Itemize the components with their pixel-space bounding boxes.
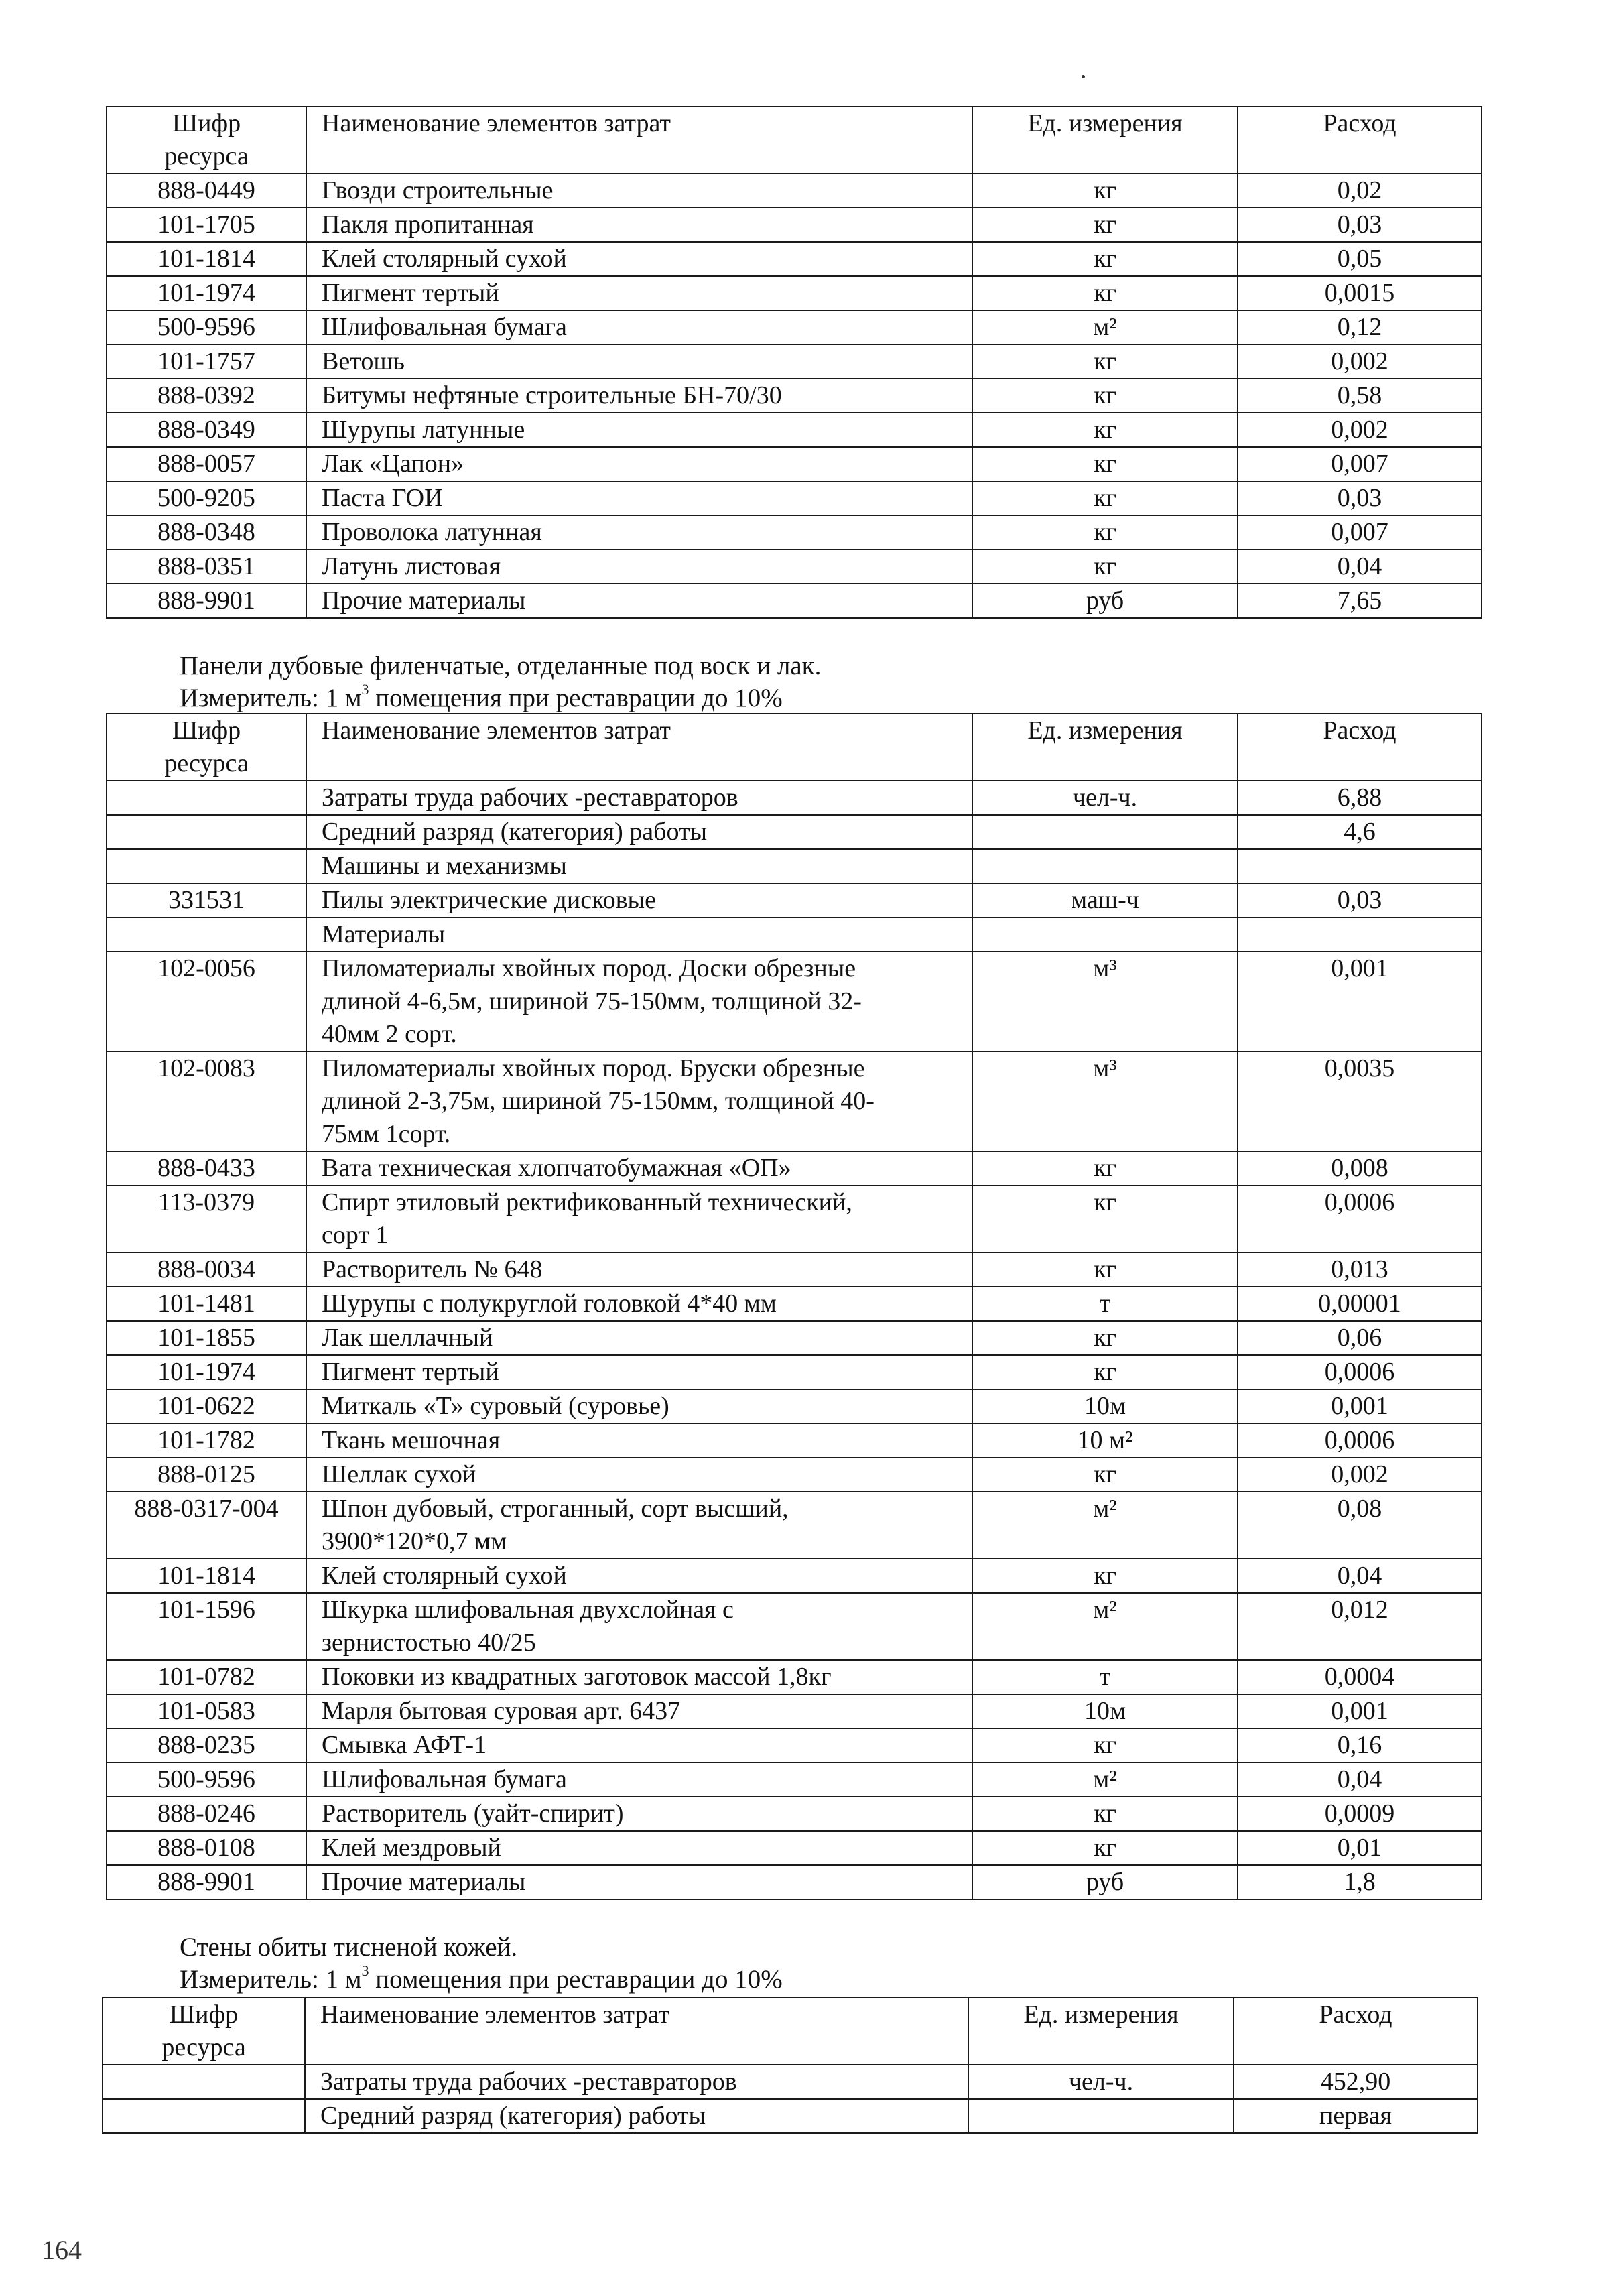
cell-code: 888-0034	[107, 1253, 306, 1287]
section-title-text: Панели дубовые филенчатые, отделанные под воск и лак.	[180, 651, 822, 680]
cell-qty: 0,0035	[1238, 1051, 1482, 1151]
cell-qty: 0,002	[1238, 1458, 1482, 1492]
column-header-qty: Расход	[1238, 107, 1482, 174]
cell-code: 888-0108	[107, 1831, 306, 1865]
measure-prefix: Измеритель: 1 м	[180, 1965, 362, 1994]
table-row	[107, 174, 1482, 208]
cell-unit: кг	[972, 481, 1238, 515]
cell-code: 101-1757	[107, 344, 306, 379]
cell-name: Шпон дубовый, строганный, сорт высший, 3900*120*0,7 мм	[306, 1492, 972, 1559]
cell-name: Клей столярный сухой	[306, 1559, 972, 1593]
measure-sup: 3	[361, 681, 369, 698]
table-row	[107, 481, 1482, 515]
measure-sup: 3	[361, 1962, 369, 1979]
cell-qty: 0,0006	[1238, 1186, 1482, 1253]
table-row	[107, 447, 1482, 481]
section-title-text: Стены обиты тисненой кожей.	[180, 1933, 518, 1962]
cell-code: 331531	[107, 883, 306, 917]
column-header-name: Наименование элементов затрат	[306, 107, 972, 174]
cell-qty: 0,001	[1238, 1694, 1482, 1728]
cell-name: Миткаль «Т» суровый (суровье)	[306, 1389, 972, 1423]
cell-qty: 0,013	[1238, 1253, 1482, 1287]
cell-name: Прочие материалы	[306, 584, 972, 618]
table-row	[107, 1253, 1482, 1287]
section-measure	[180, 1964, 783, 1996]
cell-code: 888-0057	[107, 447, 306, 481]
cell-qty: 0,0004	[1238, 1660, 1482, 1694]
cell-name: Пигмент тертый	[306, 276, 972, 310]
cell-name: Средний разряд (категория) работы	[306, 815, 972, 849]
cell-code: 888-0351	[107, 550, 306, 584]
cell-qty	[1238, 917, 1482, 952]
cell-name: Паста ГОИ	[306, 481, 972, 515]
cell-unit: кг	[972, 1355, 1238, 1389]
cell-unit	[972, 917, 1238, 952]
cell-code	[107, 917, 306, 952]
table-body	[107, 107, 1482, 618]
cell-unit: 10 м²	[972, 1423, 1238, 1458]
column-header-qty: Расход	[1238, 714, 1482, 781]
cell-code: 888-0125	[107, 1458, 306, 1492]
table-row	[107, 1694, 1482, 1728]
table-row	[107, 515, 1482, 550]
table-row	[107, 883, 1482, 917]
cell-unit: м²	[972, 310, 1238, 344]
cell-name: Шкурка шлифовальная двухслойная с зернистостью 40/25	[306, 1593, 972, 1660]
cell-code	[107, 781, 306, 815]
cell-qty: 0,04	[1238, 550, 1482, 584]
cell-name: Смывка АФТ-1	[306, 1728, 972, 1763]
cell-qty: 0,04	[1238, 1559, 1482, 1593]
cell-name: Пилы электрические дисковые	[306, 883, 972, 917]
cell-qty: 0,0009	[1238, 1797, 1482, 1831]
cell-name: Ветошь	[306, 344, 972, 379]
cell-name: Поковки из квадратных заготовок массой 1,8кг	[306, 1660, 972, 1694]
cell-qty: 0,03	[1238, 481, 1482, 515]
cell-qty: 0,04	[1238, 1763, 1482, 1797]
table-row	[107, 310, 1482, 344]
cell-name: Средний разряд (категория) работы	[305, 2099, 968, 2133]
cell-code: 101-1855	[107, 1321, 306, 1355]
cell-qty: 0,02	[1238, 174, 1482, 208]
cell-name: Марля бытовая суровая арт. 6437	[306, 1694, 972, 1728]
table-row	[107, 208, 1482, 242]
cell-code: 101-1705	[107, 208, 306, 242]
cell-unit: кг	[972, 1559, 1238, 1593]
cell-qty: 0,16	[1238, 1728, 1482, 1763]
cell-qty	[1238, 849, 1482, 883]
cell-qty: 0,008	[1238, 1151, 1482, 1186]
cell-name: Шлифовальная бумага	[306, 1763, 972, 1797]
cell-unit	[968, 2099, 1234, 2133]
cell-name: Клей мездровый	[306, 1831, 972, 1865]
cell-name: Ткань мешочная	[306, 1423, 972, 1458]
cell-qty: 7,65	[1238, 584, 1482, 618]
cell-unit: т	[972, 1660, 1238, 1694]
cell-unit	[972, 815, 1238, 849]
table-row	[107, 1458, 1482, 1492]
cell-code: 888-0392	[107, 379, 306, 413]
column-header-code: Шифр ресурса	[107, 107, 306, 174]
cell-unit: кг	[972, 1151, 1238, 1186]
cell-code: 101-0782	[107, 1660, 306, 1694]
measure-prefix: Измеритель: 1 м	[180, 684, 362, 712]
table-row	[103, 2065, 1478, 2099]
cell-code: 101-0583	[107, 1694, 306, 1728]
cell-code: 101-0622	[107, 1389, 306, 1423]
table-header-row	[103, 1998, 1478, 2065]
table-row	[107, 849, 1482, 883]
cell-name: Прочие материалы	[306, 1865, 972, 1899]
cell-code: 888-0246	[107, 1797, 306, 1831]
table-row	[107, 1151, 1482, 1186]
cell-code: 102-0056	[107, 952, 306, 1051]
cell-name: Шлифовальная бумага	[306, 310, 972, 344]
cell-unit: т	[972, 1287, 1238, 1321]
cell-unit: кг	[972, 242, 1238, 276]
cell-unit: кг	[972, 447, 1238, 481]
cell-unit: 10м	[972, 1389, 1238, 1423]
cell-name: Шурупы латунные	[306, 413, 972, 447]
cell-code: 101-1814	[107, 1559, 306, 1593]
column-header-code: Шифр ресурса	[103, 1998, 305, 2065]
section-title	[180, 1931, 517, 1964]
cell-unit: маш-ч	[972, 883, 1238, 917]
table-row	[107, 1051, 1482, 1151]
table-materials-3	[102, 1997, 1478, 2134]
cell-unit: м³	[972, 952, 1238, 1051]
cell-qty: 0,12	[1238, 310, 1482, 344]
table-row	[107, 1492, 1482, 1559]
cell-code: 500-9596	[107, 310, 306, 344]
table-row	[107, 1186, 1482, 1253]
column-header-name: Наименование элементов затрат	[306, 714, 972, 781]
table-row	[107, 584, 1482, 618]
cell-name: Спирт этиловый ректификованный технический, сорт 1	[306, 1186, 972, 1253]
table-materials-1	[106, 106, 1482, 619]
cell-qty: 0,007	[1238, 447, 1482, 481]
cell-qty: 0,002	[1238, 344, 1482, 379]
section-measure	[180, 682, 783, 714]
table-row	[107, 1355, 1482, 1389]
cell-name: Затраты труда рабочих -реставраторов	[305, 2065, 968, 2099]
table-row	[103, 2099, 1478, 2133]
cell-code	[103, 2065, 305, 2099]
table-row	[107, 379, 1482, 413]
section-title	[180, 650, 821, 682]
cell-qty: 0,03	[1238, 883, 1482, 917]
cell-name: Затраты труда рабочих -реставраторов	[306, 781, 972, 815]
cell-qty: 0,002	[1238, 413, 1482, 447]
cell-qty: 0,00001	[1238, 1287, 1482, 1321]
table-body	[107, 714, 1482, 1899]
cell-name: Пигмент тертый	[306, 1355, 972, 1389]
cell-name: Латунь листовая	[306, 550, 972, 584]
cell-qty: 1,8	[1238, 1865, 1482, 1899]
measure-suffix: помещения при реставрации до 10%	[369, 684, 783, 712]
table-row	[107, 1423, 1482, 1458]
cell-unit: кг	[972, 1728, 1238, 1763]
table-row	[107, 1389, 1482, 1423]
column-header-code: Шифр ресурса	[107, 714, 306, 781]
cell-unit: кг	[972, 1797, 1238, 1831]
cell-name: Материалы	[306, 917, 972, 952]
cell-code: 888-0449	[107, 174, 306, 208]
table-body	[103, 1998, 1478, 2133]
cell-code	[107, 849, 306, 883]
cell-name: Шеллак сухой	[306, 1458, 972, 1492]
cell-qty: 0,58	[1238, 379, 1482, 413]
table-row	[107, 781, 1482, 815]
table-row	[107, 815, 1482, 849]
cell-name: Пиломатериалы хвойных пород. Доски обрезные длиной 4-6,5м, шириной 75-150мм, толщиной 32- 40мм 2 сорт.	[306, 952, 972, 1051]
cell-unit: чел-ч.	[972, 781, 1238, 815]
cell-qty: 0,03	[1238, 208, 1482, 242]
table-row	[107, 1763, 1482, 1797]
cell-unit: кг	[972, 550, 1238, 584]
cell-code: 113-0379	[107, 1186, 306, 1253]
table-row	[107, 344, 1482, 379]
table-row	[107, 242, 1482, 276]
table-row	[107, 917, 1482, 952]
cell-qty: 0,0006	[1238, 1423, 1482, 1458]
cell-qty: 0,05	[1238, 242, 1482, 276]
cell-code: 102-0083	[107, 1051, 306, 1151]
table-header-row	[107, 107, 1482, 174]
measure-suffix: помещения при реставрации до 10%	[369, 1965, 783, 1994]
cell-code: 101-1596	[107, 1593, 306, 1660]
cell-name: Пакля пропитанная	[306, 208, 972, 242]
cell-qty: 4,6	[1238, 815, 1482, 849]
cell-unit	[972, 849, 1238, 883]
cell-unit: 10м	[972, 1694, 1238, 1728]
table-row	[107, 1865, 1482, 1899]
cell-unit: кг	[972, 174, 1238, 208]
cell-unit: кг	[972, 413, 1238, 447]
column-header-name: Наименование элементов затрат	[305, 1998, 968, 2065]
cell-code	[103, 2099, 305, 2133]
cell-unit: м³	[972, 1051, 1238, 1151]
cell-qty: 6,88	[1238, 781, 1482, 815]
cell-qty: 0,01	[1238, 1831, 1482, 1865]
cell-qty: 0,08	[1238, 1492, 1482, 1559]
cell-code: 101-1974	[107, 1355, 306, 1389]
table-row	[107, 1660, 1482, 1694]
table-row	[107, 1728, 1482, 1763]
column-header-qty: Расход	[1234, 1998, 1478, 2065]
cell-code: 888-0235	[107, 1728, 306, 1763]
cell-code: 888-9901	[107, 584, 306, 618]
column-header-unit: Ед. измерения	[972, 714, 1238, 781]
cell-code	[107, 815, 306, 849]
cell-name: Пиломатериалы хвойных пород. Бруски обрезные длиной 2-3,75м, шириной 75-150мм, толщиной 40- 75мм 1сорт.	[306, 1051, 972, 1151]
cell-name: Растворитель № 648	[306, 1253, 972, 1287]
cell-unit: кг	[972, 1253, 1238, 1287]
column-header-unit: Ед. измерения	[972, 107, 1238, 174]
cell-code: 101-1782	[107, 1423, 306, 1458]
cell-code: 888-0348	[107, 515, 306, 550]
cell-name: Вата техническая хлопчатобумажная «ОП»	[306, 1151, 972, 1186]
cell-qty: 0,0015	[1238, 276, 1482, 310]
cell-name: Клей столярный сухой	[306, 242, 972, 276]
cell-qty: 452,90	[1234, 2065, 1478, 2099]
cell-qty: 0,001	[1238, 952, 1482, 1051]
cell-code: 101-1481	[107, 1287, 306, 1321]
table-row	[107, 276, 1482, 310]
table-row	[107, 550, 1482, 584]
cell-unit: м²	[972, 1763, 1238, 1797]
cell-unit: руб	[972, 584, 1238, 618]
cell-name: Лак «Цапон»	[306, 447, 972, 481]
cell-unit: кг	[972, 379, 1238, 413]
cell-qty: 0,001	[1238, 1389, 1482, 1423]
cell-qty: 0,007	[1238, 515, 1482, 550]
cell-name: Битумы нефтяные строительные БН-70/30	[306, 379, 972, 413]
cell-code: 500-9205	[107, 481, 306, 515]
cell-unit: кг	[972, 1831, 1238, 1865]
cell-name: Лак шеллачный	[306, 1321, 972, 1355]
table-row	[107, 1287, 1482, 1321]
cell-name: Проволока латунная	[306, 515, 972, 550]
cell-qty: 0,06	[1238, 1321, 1482, 1355]
cell-name: Растворитель (уайт-спирит)	[306, 1797, 972, 1831]
cell-unit: кг	[972, 208, 1238, 242]
cell-unit: кг	[972, 515, 1238, 550]
table-row	[107, 1593, 1482, 1660]
table-header-row	[107, 714, 1482, 781]
page-number: 164	[42, 2235, 82, 2265]
cell-code: 101-1974	[107, 276, 306, 310]
table-row	[107, 413, 1482, 447]
cell-unit: кг	[972, 1186, 1238, 1253]
cell-name: Машины и механизмы	[306, 849, 972, 883]
table-materials-2	[106, 713, 1482, 1900]
table-row	[107, 1321, 1482, 1355]
cell-code: 888-0433	[107, 1151, 306, 1186]
scan-speck	[1082, 75, 1085, 78]
cell-unit: м²	[972, 1593, 1238, 1660]
cell-unit: кг	[972, 344, 1238, 379]
cell-qty: 0,012	[1238, 1593, 1482, 1660]
table-row	[107, 1797, 1482, 1831]
cell-qty: 0,0006	[1238, 1355, 1482, 1389]
cell-qty: первая	[1234, 2099, 1478, 2133]
cell-code: 500-9596	[107, 1763, 306, 1797]
column-header-unit: Ед. измерения	[968, 1998, 1234, 2065]
table-row	[107, 1831, 1482, 1865]
cell-code: 888-0349	[107, 413, 306, 447]
table-row	[107, 952, 1482, 1051]
cell-unit: чел-ч.	[968, 2065, 1234, 2099]
table-row	[107, 1559, 1482, 1593]
cell-code: 101-1814	[107, 242, 306, 276]
cell-code: 888-0317-004	[107, 1492, 306, 1559]
cell-unit: руб	[972, 1865, 1238, 1899]
cell-unit: м²	[972, 1492, 1238, 1559]
cell-name: Гвозди строительные	[306, 174, 972, 208]
cell-code: 888-9901	[107, 1865, 306, 1899]
cell-unit: кг	[972, 1321, 1238, 1355]
cell-unit: кг	[972, 1458, 1238, 1492]
cell-name: Шурупы с полукруглой головкой 4*40 мм	[306, 1287, 972, 1321]
cell-unit: кг	[972, 276, 1238, 310]
